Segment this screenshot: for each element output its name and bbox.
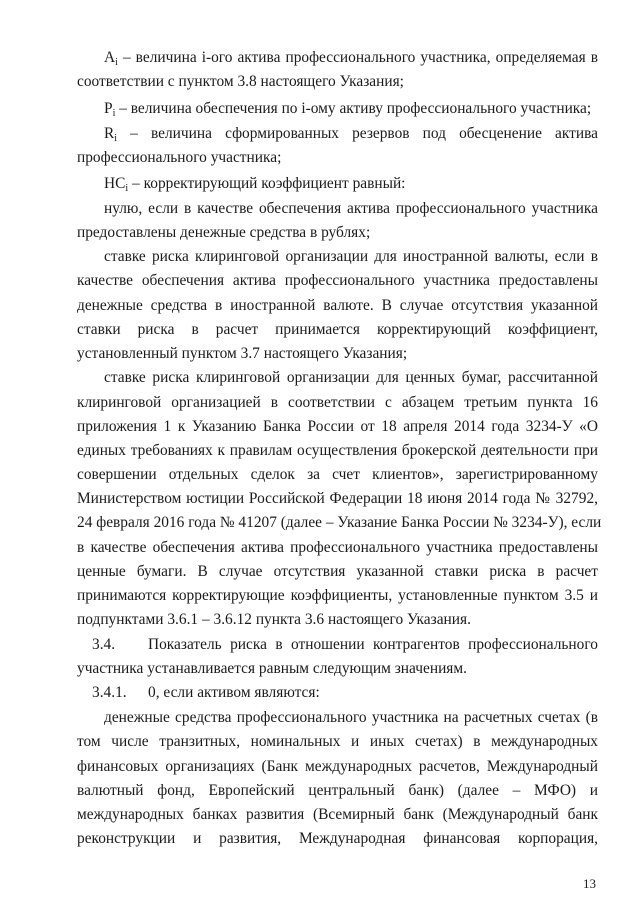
symbol-a: $A_i$	[104, 49, 118, 68]
zero-case-line-1: нулю, если в качестве обеспечения актива профессионального участника	[104, 200, 598, 217]
securities-case-line-1: ставке риска клиринговой организации для ценных бумаг, рассчитанной	[104, 369, 598, 386]
securities-case-line-11: подпунктами 3.6.1 – 3.6.12 пункта 3.6 настоящего Указания.	[77, 611, 471, 628]
zero-case-line-2: предоставлены денежные средства в рублях;	[77, 224, 371, 241]
fx-case-line-1: ставке риска клиринговой организации для иностранной валюты, если в	[104, 248, 598, 265]
cash-case-line-3: финансовых организациях (Банк международных расчетов, Международный	[77, 758, 598, 775]
symbol-hc: $HC_i$	[104, 175, 129, 194]
definition-hc: $HC_i$ – корректирующий коэффициент равный:	[104, 175, 406, 194]
securities-case-line-10: принимаются корректирующие коэффициенты, установленные пунктом 3.5 и	[77, 587, 598, 604]
securities-case-line-6: Министерством юстиции Российской Федерации 18 июня 2014 года № 32792,	[77, 490, 598, 507]
fx-case-line-3: денежные средства в иностранной валюте. В случае отсутствия указанной	[77, 297, 598, 314]
section-3-4-line-2: участника устанавливается равным следующим значениям.	[77, 660, 467, 677]
cash-case-line-1: денежные средства профессионального участника на расчетных счетах (в	[104, 709, 598, 726]
cash-case-line-4: валютный фонд, Европейский центральный банк) (далее – МФО) и	[77, 782, 598, 799]
page-number: 13	[583, 876, 596, 891]
securities-case-line-3: приложения 1 к Указанию Банка России от 18 апреля 2014 года 3234-У «О	[77, 418, 598, 435]
symbol-r: $R_i$	[104, 125, 118, 144]
cash-case-line-2: том числе транзитных, номинальных и иных счетах) в международных	[77, 733, 598, 750]
section-3-4-number: 3.4.	[92, 636, 116, 653]
securities-case-line-4: единых требованиях к правилам осуществления брокерской деятельности при	[77, 442, 598, 459]
definition-r-line-2: профессионального участника;	[77, 149, 282, 166]
section-3-4-1	[92, 682, 598, 704]
securities-case-line-8: в качестве обеспечения актива профессионального участника предоставлены	[77, 539, 598, 556]
securities-case-line-5: совершении отдельных сделок за счет клиентов», зарегистрированному	[77, 466, 598, 483]
securities-case-line-7: 24 февраля 2016 года № 41207 (далее – Указание Банка России № 3234-У), если	[77, 514, 602, 531]
cash-case-line-5: международных банках развития (Всемирный банк (Международный банк	[77, 806, 598, 823]
section-3-4-line-1	[92, 634, 598, 656]
section-3-4-1-number: 3.4.1.	[92, 684, 127, 701]
symbol-p: $P_i$	[104, 100, 116, 119]
securities-case-line-9: ценные бумаги. В случае отсутствия указанной ставки риска в расчет	[77, 563, 598, 580]
fx-case-line-5: установленный пунктом 3.7 настоящего Указания;	[77, 345, 408, 362]
cash-case-line-6: реконструкции и развития, Международная финансовая корпорация,	[77, 830, 598, 847]
definition-r-line-1: $R_i$ – величина сформированных резервов под обесценение актива	[104, 125, 598, 144]
section-3-4-heading: Показатель риска в отношении контрагентов профессионального	[148, 636, 598, 653]
securities-case-line-2: клиринговой организацией в соответствии с абзацем третьим пункта 16	[77, 394, 598, 411]
definition-a-line-2: соответствии с пунктом 3.8 настоящего Указания;	[77, 73, 404, 90]
fx-case-line-2: качестве обеспечения актива профессионального участника предоставлены	[77, 272, 598, 289]
fx-case-line-4: ставки риска в расчет принимается корректирующий коэффициент,	[77, 321, 598, 338]
definition-p: $P_i$ – величина обеспечения по i-ому активу профессионального участника;	[104, 100, 592, 119]
section-3-4-1-text: 0, если активом являются:	[148, 684, 320, 701]
definition-a-line-1: $A_i$ – величина i-ого актива профессионального участника, определяемая в	[104, 49, 598, 68]
